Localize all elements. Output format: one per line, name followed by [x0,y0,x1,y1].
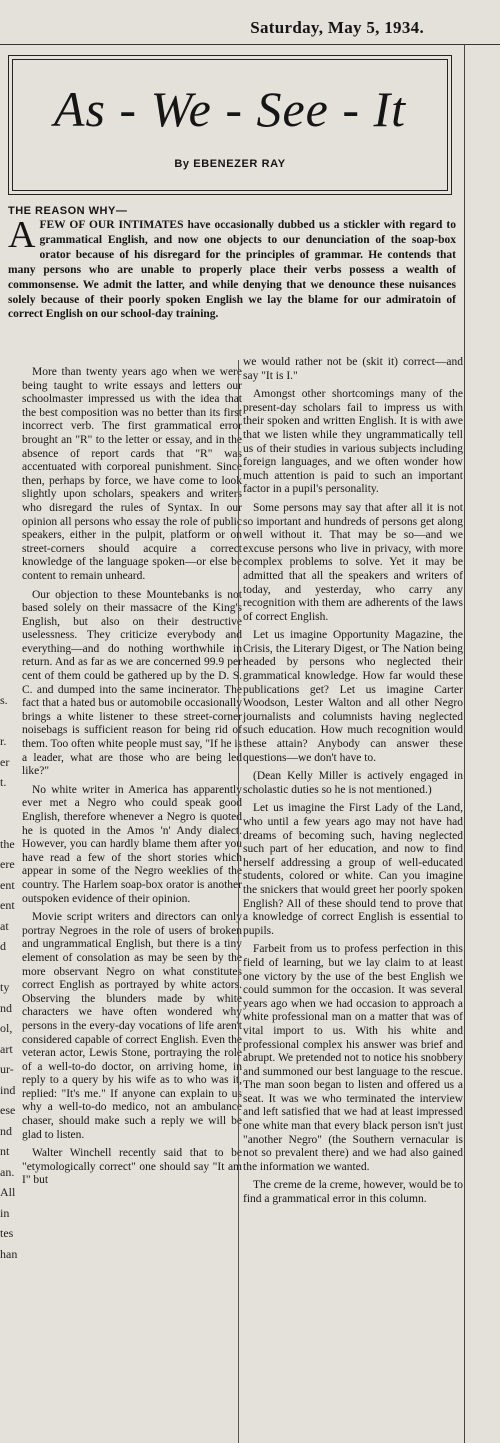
left-paragraph: No white writer in America has apparently ever met a Negro who could speak good English, therefore whenever a Negro is quoted he is quoted in the Amos 'n' Andy dialect. However, you can hardly blame them after you have read a few of the short stories which appear in some of the Negro weeklies of the country. The Harlem soap-box orator is another outspoken evidence of their opinion. [22,783,242,905]
byline: By EBENEZER RAY [174,158,286,170]
fragment-line: nd [0,1123,12,1138]
drop-cap: A [8,214,36,256]
fragment-line: nt [0,1144,10,1158]
right-paragraph: we would rather not be (skit it) correct—and say "It is I." [243,356,463,382]
fragment-line [0,813,18,834]
fragment-line: an. [0,1164,15,1179]
fragment-line: d [0,939,6,953]
fragment-line: ind [0,1082,16,1097]
fragment-line: ent [0,898,15,912]
right-column [243,356,463,1212]
fragment-line: r. [0,734,7,748]
right-paragraph: Farbeit from us to profess perfection in this field of learning, but we lay claim to at least one victory by the use of the best English we could summon for the occasion. It was several years ago when we had occasion to approach a white professional man on a matter that was of vital import to us. With his white and professional complex his answer was brief and abrupt. We pretended not to notice his snobbery and summoned our best language to the rescue. The man soon began to listen and offered us a seat. It was we who terminated the interview and left satisfied that we had at least impressed one white man that every black person isn't just "another Negro" (the Southern vernacular is not so prevalent there) and we had also gained the information we wanted. [243,943,463,1173]
fragment-line: ty [0,980,10,994]
adjacent-column-fragments [0,690,18,1264]
masthead-inner-border [12,59,448,191]
right-paragraph: Let us imagine the First Lady of the Land, who until a few years ago may not have had dreams of becoming such, having neglected such part of her education, and now to find herself addressing a group of well-educated students, colored or white. Can you imagine the snickers that would greet her poorly spoken English? All of these should tend to prove that a knowledge of correct English is essential to pupils. [243,802,463,937]
fragment-line: art [0,1041,13,1056]
lead-paragraph [8,214,456,322]
fragment-line: the [0,836,15,851]
dateline: Saturday, May 5, 1934. [250,18,424,37]
right-paragraph: The creme de la creme, however, would be to find a grammatical error in this column. [243,1179,463,1206]
fragment-line [0,711,18,732]
left-paragraph: Movie script writers and directors can only portray Negroes in the role of users of broken and ungrammatical English, but there is a tiny element of consolation as may be seen by the more observant Negro on what constitutes correct English as portrayed by white actors. Observing the blunders made by white characters we have often wondered why persons in the every-day vocations of life aren't considered capable of correct English. Even the veteran actor, Lewis Stone, portraying the role of a well-to-do doctor, on arriving home, in reply to a query by his wife as to who was it, replied: "It's me." If anyone can explain to us why a well-to-do medico, not an ambulance chaser, should make such a reply we will be glad to listen. [22,911,242,1141]
left-paragraph: Walter Winchell recently said that to be "etymologically correct" one should say "It am I" but [22,1147,242,1187]
fragment-line: ur- [0,1062,14,1076]
right-paragraph: Amongst other shortcomings many of the present-day scholars fail to impress us with their spoken and written English. It is with awe that we listen while they ungrammatically tell us of their studies in various subjects including foreign languages, and we often wonder how much attention is paid to such an important factor in a pupil's personality. [243,388,463,496]
fragment-line: t. [0,775,7,789]
fragment-line: ent [0,877,15,892]
fragment-line: at [0,918,9,933]
fragment-line [0,957,18,978]
right-paragraph: (Dean Kelly Miller is actively engaged in scholastic duties so he is not mentioned.) [243,770,463,796]
fragment-line: ere [0,857,15,871]
lead-text: FEW OF OUR INTIMATES have occasionally dubbed us a stickler with regard to grammatical English, and now one objects to our denunciation of the soap-box orator because of his disregard for the principles of grammar. He contends that many persons who are unable to properly place their verbs possess a wealth of commonsense. We admit the latter, and while denying that we denounce these nuisances solely because of their poorly spoken English we lay the blame for our admiratoin of correct English on our school-day training. [8,219,456,321]
column-divider [238,360,239,1443]
right-paragraph: Let us imagine Opportunity Magazine, the Crisis, the Literary Digest, or The Nation being headed by persons who neglected their grammatical knowledge. How far would these publications get? Let us imagine Carter Woodson, Lester Walton and all other Negro journalists and columnists having neglected such education. How much recognition would these attain? Anybody can answer these questions—we don't have to. [243,629,463,764]
right-paragraph: Some persons may say that after all it is not so important and hundreds of persons get along well without it. That may be so—and we excuse persons who live in privacy, with more complex problems to solve. Yet it may be admitted that all the speakers and writers of today, and yesterday, who carry any recognition with them are adherents of the laws of correct English. [243,501,463,623]
left-paragraph: Our objection to these Mountebanks is not based solely on their massacre of the King's English, but also on their destructive uselessness. They criticize everybody and everything—and do nothing worthwhile in return. And as far as we are concerned 99.9 per cent of them could be gathered up by the D. S. C. and dumped into the same incinerator. The fact that a hated bus or automobile occasionally brings a white listener to these street-corner noisebags is sufficient reason for being rid of them. Too often white people must say, "If he is a leader, what are those who are being led like?" [22,588,242,778]
fragment-line: tes [0,1226,14,1240]
column-masthead-box [8,55,452,195]
left-paragraph: More than twenty years ago when we were being taught to write essays and letters our schoolmaster impressed us with the idea that the best composition was no better than its first incorrect verb. The first grammatical error brought an "R" to the letter or essay, and in the absence of report cards that "R" was accentuated with corporeal punishment. Since then, perhaps by force, we have come to look slightly upon scholars, speakers and writers who disregard the rules of Syntax. In our opinion all persons who essay the role of public speakers, either in the pulpit, platform or on street-corners should acquire a correct knowledge of the language spoken—or else be content to remain unheard. [22,366,242,582]
section-heading: THE REASON WHY— [8,205,128,217]
column-title: As - We - See - It [53,81,407,137]
left-column [22,366,242,1193]
fragment-line: in [0,1205,10,1220]
fragment-line: nd [0,1000,12,1015]
column-edge-rule [464,44,465,1443]
fragment-line: ese [0,1103,16,1117]
fragment-line: All [0,1185,16,1199]
fragment-line: ol, [0,1021,13,1035]
fragment-line: han [0,1246,18,1261]
fragment-line: s. [0,693,8,707]
fragment-line [0,793,18,814]
fragment-line: er [0,754,10,769]
top-rule [0,44,500,45]
